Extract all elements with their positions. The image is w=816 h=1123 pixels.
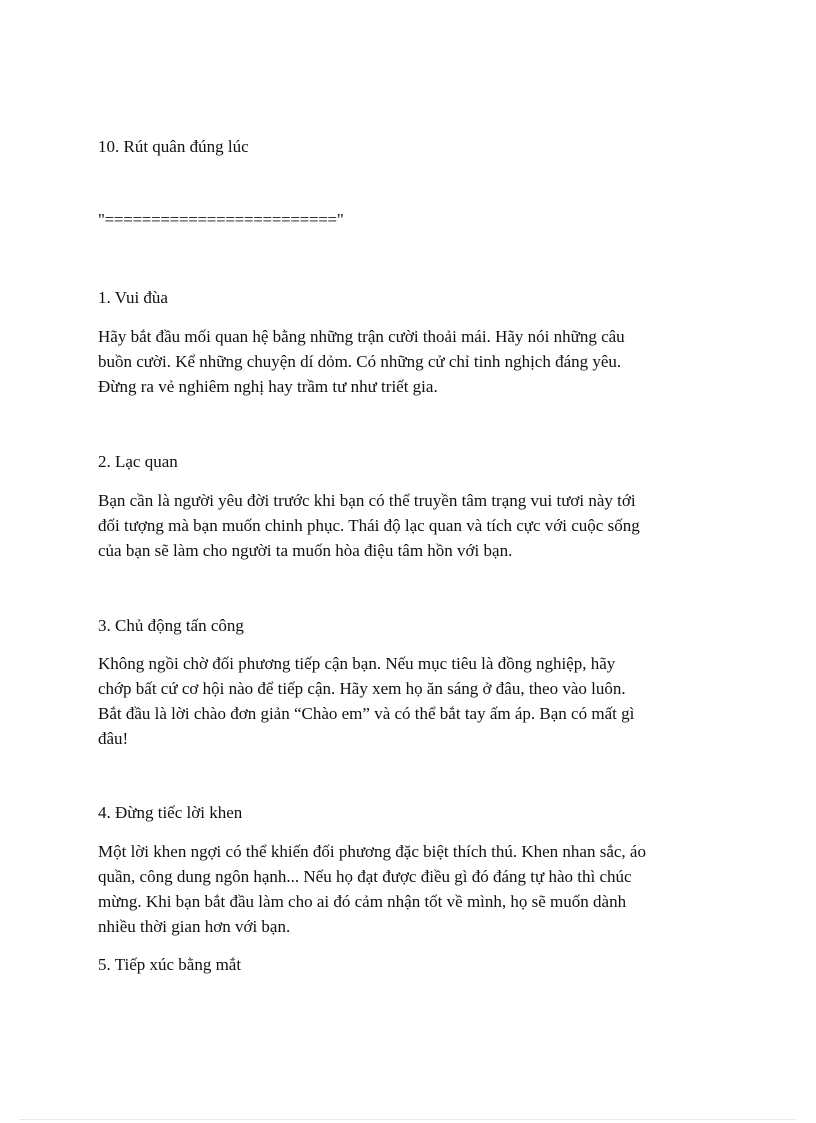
- paragraph-line: Bạn cần là người yêu đời trước khi bạn có thể truyền tâm trạng vui tươi này tới: [98, 491, 636, 510]
- page-bottom-divider: [20, 1119, 796, 1120]
- section-2-title: 2. Lạc quan: [98, 452, 178, 471]
- paragraph-line: Một lời khen ngợi có thể khiến đối phương đặc biệt thích thú. Khen nhan sắc, áo: [98, 842, 646, 861]
- paragraph-line: chớp bất cứ cơ hội nào để tiếp cận. Hãy xem họ ăn sáng ở đâu, theo vào luôn.: [98, 679, 626, 698]
- section-4-paragraph: [98, 839, 738, 939]
- section-10-title: 10. Rút quân đúng lúc: [98, 137, 249, 156]
- paragraph-line: nhiều thời gian hơn với bạn.: [98, 917, 291, 936]
- paragraph-line: buồn cười. Kể những chuyện dí dỏm. Có những cử chỉ tinh nghịch đáng yêu.: [98, 352, 622, 371]
- section-4-title: 4. Đừng tiếc lời khen: [98, 803, 243, 822]
- section-3-title: 3. Chủ động tấn công: [98, 616, 244, 635]
- section-1-title: 1. Vui đùa: [98, 288, 168, 307]
- paragraph-line: Không ngồi chờ đối phương tiếp cận bạn. Nếu mục tiêu là đồng nghiệp, hãy: [98, 654, 616, 673]
- paragraph-line: đâu!: [98, 729, 129, 748]
- paragraph-line: quần, công dung ngôn hạnh... Nếu họ đạt được điều gì đó đáng tự hào thì chúc: [98, 867, 632, 886]
- section-5-title: 5. Tiếp xúc bằng mắt: [98, 955, 242, 974]
- separator-line: "=========================": [98, 210, 344, 229]
- paragraph-line: Hãy bắt đầu mối quan hệ bằng những trận cười thoải mái. Hãy nói những câu: [98, 327, 625, 346]
- section-3-paragraph: [98, 651, 738, 751]
- paragraph-line: Đừng ra vẻ nghiêm nghị hay trầm tư như triết gia.: [98, 377, 438, 396]
- section-2-paragraph: [98, 488, 738, 563]
- section-1-paragraph: [98, 324, 738, 399]
- paragraph-line: của bạn sẽ làm cho người ta muốn hòa điệu tâm hồn với bạn.: [98, 541, 513, 560]
- paragraph-line: Bắt đầu là lời chào đơn giản “Chào em” và có thể bắt tay ấm áp. Bạn có mất gì: [98, 704, 635, 723]
- paragraph-line: mừng. Khi bạn bắt đầu làm cho ai đó cảm nhận tốt về mình, họ sẽ muốn dành: [98, 892, 627, 911]
- paragraph-line: đối tượng mà bạn muốn chinh phục. Thái độ lạc quan và tích cực với cuộc sống: [98, 516, 640, 535]
